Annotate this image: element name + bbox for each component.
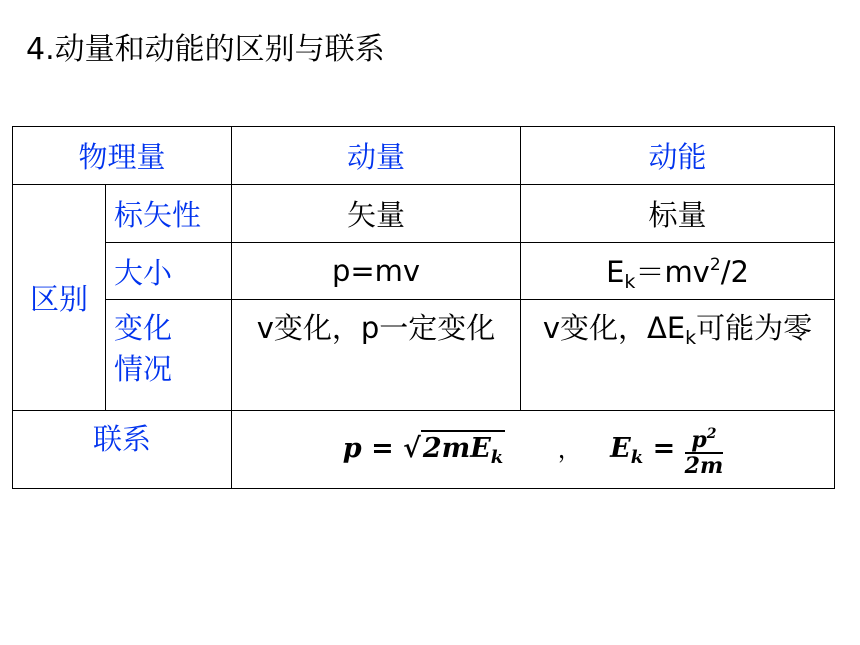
cell-momentum-magnitude: p=mv xyxy=(232,243,521,300)
header-quantity: 物理量 xyxy=(13,127,232,185)
row-label-change xyxy=(106,300,232,411)
cell-kinetic-magnitude xyxy=(521,243,835,300)
formula2-numerator-text: p xyxy=(691,426,707,453)
formula2-equals: = xyxy=(652,433,676,464)
formula-momentum xyxy=(342,433,506,468)
formula2-subscript: k xyxy=(630,447,644,468)
cell-momentum-change: v变化，p一定变化 xyxy=(232,300,521,411)
formula2-numerator-exponent: 2 xyxy=(706,425,717,442)
formula2-denominator: 2m xyxy=(684,452,724,479)
comparison-table xyxy=(12,126,835,489)
formula2-lhs: E xyxy=(610,433,631,464)
relation-label: 联系 xyxy=(13,411,232,489)
formula-kinetic-energy xyxy=(610,425,724,479)
table-row-scalar-vector xyxy=(13,185,835,243)
sqrt-sign: √ xyxy=(403,433,421,464)
relation-formulas xyxy=(232,411,835,489)
kinetic-change-prefix: v变化，ΔE xyxy=(542,311,686,345)
ek-symbol: E xyxy=(606,254,625,289)
ek-equals: ＝mv xyxy=(635,254,710,289)
table-row-change xyxy=(13,300,835,411)
table-row-relation xyxy=(13,411,835,489)
group-label-difference: 区别 xyxy=(13,185,106,411)
slide-title: 4.动量和动能的区别与联系 xyxy=(26,32,385,67)
row-label-change-line2: 情况 xyxy=(114,352,173,386)
ek-subscript: k xyxy=(624,270,636,293)
formula2-fraction xyxy=(685,422,724,478)
formula-separator: ， xyxy=(557,435,582,463)
kinetic-change-subscript: k xyxy=(685,327,697,349)
cell-momentum-scalar-vector: 矢量 xyxy=(232,185,521,243)
formula1-lhs: p xyxy=(342,433,362,464)
header-kinetic-energy: 动能 xyxy=(521,127,835,185)
formula2-numerator xyxy=(685,422,724,454)
formula1-subscript: k xyxy=(490,447,504,468)
row-label-change-line1: 变化 xyxy=(114,311,173,345)
formula1-equals: = xyxy=(371,433,394,464)
ek-divisor: /2 xyxy=(720,254,749,289)
header-momentum: 动量 xyxy=(232,127,521,185)
cell-kinetic-scalar-vector: 标量 xyxy=(521,185,835,243)
table-row-magnitude xyxy=(13,243,835,300)
kinetic-change-suffix: 可能为零 xyxy=(696,311,813,345)
formula1-radicand-text: 2mE xyxy=(422,433,491,464)
v-squared-exponent: 2 xyxy=(709,254,721,275)
row-label-magnitude: 大小 xyxy=(106,243,232,300)
cell-kinetic-change xyxy=(521,300,835,411)
formula1-radicand xyxy=(421,430,505,473)
table-header-row xyxy=(13,127,835,185)
row-label-scalar-vector: 标矢性 xyxy=(106,185,232,243)
